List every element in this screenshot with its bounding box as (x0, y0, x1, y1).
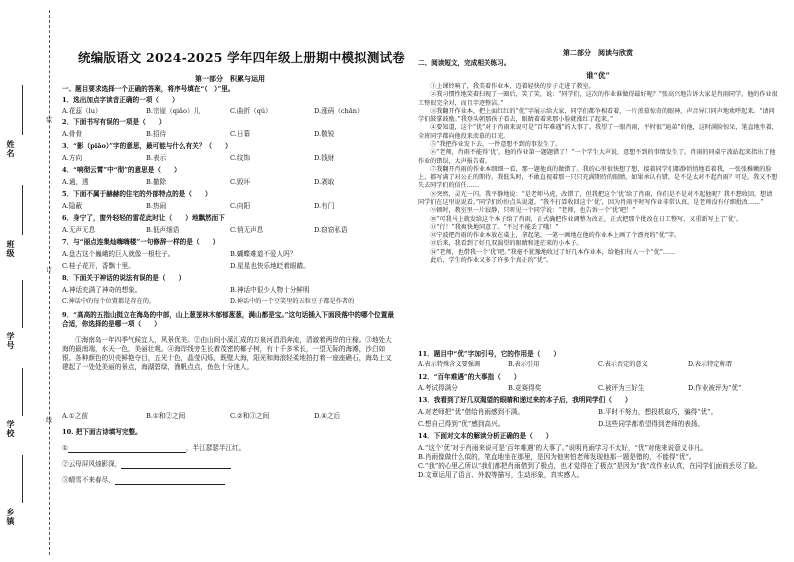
passage-paragraph-9: ⑨顿时，教室里一片寂静，只听见一个同学说：“老师，也告诉一个‘优’吧！” (430, 207, 636, 215)
q9-option-d[interactable]: D.④之后 (314, 412, 341, 420)
q8-option-c[interactable]: C.神话中的每个位置都是存在的。 (62, 298, 156, 305)
q10-stem: 10. 把下面古诗填写完整。 (62, 428, 142, 436)
q5-option-a[interactable]: A.隐蔽 (62, 202, 83, 210)
q13-options-row2 (418, 420, 778, 429)
q3-options (62, 154, 398, 163)
q9-option-a[interactable]: A.①之前 (62, 412, 88, 420)
q10-line2 (62, 460, 398, 469)
reading-passage (418, 83, 778, 265)
q12-option-a[interactable]: A.考试得满分 (418, 384, 458, 392)
q14-option-a[interactable]: A.“这个‘优’对于肖雨来说可是‘百年难遇’的大事了。”说明肖雨学习不太好，“优”对他来说意义非凡。 (418, 444, 708, 452)
passage-paragraph-10: ⑩“可我马上就发给这个本子给了肖雨，正式确把作业调整为改正，正式把那个批改在日工整写，又重新写上了‘优’。 (430, 215, 742, 223)
q11-option-d[interactable]: D.表示特定称谓 (688, 361, 732, 368)
q13-option-a[interactable]: A.对老师把“优”借给肖雨感到不满。 (418, 408, 524, 416)
passage-title: 谁“优” (586, 71, 610, 80)
q5-option-c[interactable]: C.向阳 (230, 202, 251, 210)
q14-options (418, 444, 778, 480)
q10-line3-text: ③晴雪不来春尽， (62, 476, 115, 484)
q4-stem: 4．“响彻云霄”中“彻”的意思是（ ） (62, 166, 181, 174)
q5-options (62, 202, 398, 211)
q12-option-b[interactable]: B.竞赛得奖 (508, 384, 542, 392)
q13-option-b[interactable]: B.平时不努力，想投机取巧，骗得“优”。 (598, 408, 718, 416)
part1-title: 第一部分 积累与运用 (195, 74, 265, 83)
q14-option-d[interactable]: D.文章运用了语言、外貌等描写，生动形象，真实感人。 (418, 471, 584, 480)
q14-option-c[interactable]: C.“我”的心里乙所以“我们都把肖雨借到了极点，也才觉得在了极点”是因为“我”改作业认真，在同学们面前丢尽了脸。 (418, 462, 762, 471)
field-class-label: 班级 (6, 240, 16, 258)
q9-passage: ①海南岛一年四季气候宜人，风景优美。②由山间小溪汇成的万泉河涓涓奔流，清澈着两岸的庄稼。③地处大海的最南端，水天一色，美丽壮观。④海岸线旁生长着茂密的椰子树，有十千多米长，一望无际的海滩，沙白如银。各种颜色的贝壳鲜艳夺目，五光十色，晶莹闪烁，既壁大海，阳光和海浪轻柔地拍打着一座座礁石，海岛上又建起了一处处美丽的景点，海湖碧绿，渔帆点点，鱼色十分迷人。 (62, 336, 392, 372)
passage-paragraph-13: ⑬后来，我看到了好几双渴望的眼睛和迷茫来的小本子。 (430, 240, 583, 248)
field-town-label: 乡镇 (6, 508, 16, 526)
passage-paragraph-6: ⑥“老师，肖雨不能得‘优’，他的作业第一题题错了！”一个学生大声说，意想不到的事情发生了。肖雨的同桌宁波站起来指出了他作业的错误，大声报告着。 (418, 149, 776, 165)
q12-option-c[interactable]: C.被评为三好生 (598, 384, 645, 392)
binding-line (49, 10, 50, 555)
passage-paragraph-7: ⑦我翻开肖雨的作业本细细一看，那一题他真的做错了。我的心里很快想了想，接着同学们都静悄悄地看着我，一张张稚嫩的脸上，都写满了对公正的期待。我低头时，不敢直视着那一只只充满期待的眼睛，如果承认有错，是不是太对不起肖雨？可是，我又不想失去同学们的信任…… (418, 165, 778, 190)
q6-options (62, 226, 398, 235)
q8-option-d[interactable]: D.神话中的一个豆笑里的五粒豆子都是作者的 (230, 298, 355, 305)
q7-option-d[interactable]: D.星星也快乐地眨着眼睛。 (230, 262, 310, 270)
q11-option-a[interactable]: A.表示特殊含义要强调 (418, 361, 481, 368)
q13-option-c[interactable]: C.想自己得到“优”感到高兴。 (418, 420, 505, 428)
field-town-blank[interactable] (22, 455, 23, 503)
q2-option-c[interactable]: C.日幕 (230, 130, 251, 138)
q8-stem: 8．下面关于神话的说法有误的是（ ） (62, 274, 186, 282)
field-number-blank[interactable] (22, 280, 23, 328)
q13-option-d[interactable]: D.这些同学都希望得到老师的表扬。 (598, 420, 705, 428)
q1-option-b[interactable]: B.宗崖（qiǎo）儿 (146, 107, 201, 115)
q1-options (62, 107, 398, 116)
q7-option-b[interactable]: B.蝴蝶难道不爱人吗？ (230, 250, 297, 258)
left-column (62, 0, 398, 562)
q7-options-row2 (62, 262, 398, 271)
q10-line1-num: ① (62, 444, 68, 452)
q3-stem: 3．“影（piāo）”字的意思，最可能与什么有关？（ ） (62, 142, 232, 150)
q4-option-b[interactable]: B.撤除 (146, 178, 167, 186)
passage-paragraph-8: ⑧突然，灵光一闪。我平静地说：“是老师马虎，改错了，但我把这个‘优’给了肖雨，你们是不是对不起他呢？我不想收回，想请同学们在这里说说看。”同学们纷纷点头说道。“我不打算收回这个‘优’，因为肖雨平时写作业非常认真。是老师没有仔细批改……” (418, 190, 773, 206)
passage-paragraph-3: ③我翻开作业本，把上面红红的“优”字展示给大家，同学们都争相看着，一片羡慕惊奇的眼神，声音异口同声地欢呼起来。“请问学们鼓掌鼓励。”我登头朝那孩子看去，眼睛着着来那小脸就涨红了起来。” (418, 107, 775, 124)
q12-option-d[interactable]: D.作业被评为“优” (688, 384, 742, 392)
q7-option-c[interactable]: C.桂子花开，香飘十里。 (62, 262, 135, 270)
q6-option-d[interactable]: D.窃窃私语 (314, 226, 348, 234)
q10-line1 (62, 444, 398, 453)
q8-options-row1 (62, 286, 398, 295)
binding-margin (0, 0, 60, 562)
q11-option-c[interactable]: C.表示否定的意义 (598, 361, 648, 368)
q3-option-b[interactable]: B.表示 (146, 154, 167, 162)
passage-paragraph-5: ⑤“我把作业发下去，一件意想不到的事发生了。 (430, 140, 562, 148)
q1-option-c[interactable]: C.曲折（qǔ） (230, 107, 272, 115)
cut-label-zhuang: 装 (46, 117, 53, 124)
q12-options (418, 384, 778, 393)
q4-option-c[interactable]: C.毁坏 (230, 178, 251, 186)
q9-options (62, 412, 398, 421)
q1-stem: 1．选出加点字读音正确的一项（ ） (62, 96, 179, 104)
q4-option-d[interactable]: D.剥取 (314, 178, 335, 186)
q3-option-d[interactable]: D.钱财 (314, 154, 335, 162)
q2-option-a[interactable]: A.骨骨 (62, 130, 83, 138)
q10-line2-text: ②云母屏风烛影深， (62, 460, 122, 468)
q10-line1-text: ，半江瑟瑟半江红。 (185, 444, 246, 452)
right-column (418, 0, 778, 562)
q11-option-b[interactable]: B.表示引用 (508, 361, 540, 368)
passage-paragraph-14: ⑭“老师，也借我一个‘优’吧。”我毫不犹豫地收过了好几本作业本，给他们每人一个“优”…… (430, 248, 676, 256)
q8-option-a[interactable]: A.神话充满了神奇的想象。 (62, 286, 142, 294)
q4-options (62, 178, 398, 187)
q6-option-b[interactable]: B.低声细语 (146, 226, 180, 234)
q5-option-d[interactable]: D.有门 (314, 202, 335, 210)
q7-options-row1 (62, 250, 398, 259)
field-name-label: 姓名 (6, 140, 16, 158)
q2-stem: 2．下面书写有误的一项是（ ） (62, 118, 166, 126)
q6-stem: 6．身宁了，窗外轻轻的雷花此时让（ ）地飘然而下 (62, 214, 225, 222)
q13-stem: 13．我看到了好几双渴望的眼睛和递过来的本子后，我明同学们（ ） (418, 396, 632, 404)
passage-paragraph-4: ④要知道，这个“优”对于肖雨来说可是“百年难遇”的大事了。我望了一眼肖雨，平时很“迪弟”的他，这时满脸惊呆，笔直地坐着，全班同学都向他投来羡慕的目光。 (418, 124, 778, 140)
q3-option-c[interactable]: C.纹饰 (230, 154, 251, 162)
passage-paragraph-11: ⑪“行！”我爽快地同意了。“不过不能丢了哦！” (430, 223, 559, 231)
q3-option-a[interactable]: A.方向 (62, 154, 83, 162)
cut-label-ding: 订 (46, 267, 53, 274)
q11-options (418, 361, 778, 370)
q9-option-b[interactable]: B.①和②之间 (146, 412, 186, 420)
q4-option-a[interactable]: A.通，透 (62, 178, 89, 186)
field-number-label: 学号 (6, 332, 16, 350)
passage-paragraph-15: 此后，学生的作业又多了许多个真正的“优”。 (430, 256, 553, 264)
q5-stem: 5．下面不属于赫赫的住宅的外部特点的是（ ） (62, 190, 212, 198)
field-school-blank[interactable] (22, 368, 23, 416)
q10-blank1[interactable] (68, 452, 186, 453)
field-school-label: 学校 (6, 420, 16, 438)
q7-option-a[interactable]: A.盘古这个巍峨的巨人就像一根柱子。 (62, 250, 175, 258)
q6-option-c[interactable]: C.悄无声息 (230, 226, 264, 234)
passage-paragraph-2: ②我习惯性地笑着扫视了一圈后，笑了笑，说：“同学们，这次的作业谁做得最好呢？”张高兴地告诉大家是肖雨同学，他的作业很工整很完全对，而且字迹整洁。” (418, 91, 778, 107)
q10-line3 (62, 476, 398, 485)
q5-option-b[interactable]: B.热闹 (146, 202, 167, 210)
q8-option-b[interactable]: B.神话中很少人物十分鲜明 (230, 286, 310, 294)
passage-paragraph-12: ⑫宁波把肖雨的作业本放在桌上，拿起笔，一笔一画地在他的作业本上画了个漂亮的“优”字。 (430, 232, 681, 240)
q2-options (62, 130, 398, 139)
q9-stem: 9．“高高的五指山挺立在海岛的中部，山上葱茏林木郁郁葱葱，满山都是宝。”这句话插入下面段落中的哪个位置最合适，你选择的是哪一项（ ） (62, 311, 394, 329)
q2-option-d[interactable]: D.敬锐 (314, 130, 335, 138)
q1-option-d[interactable]: D.涨码（chǎn） (314, 107, 364, 115)
field-class-blank[interactable] (22, 185, 23, 235)
field-name-blank[interactable] (22, 85, 23, 135)
q2-option-b[interactable]: B.招待 (146, 130, 167, 138)
part2-title: 第二部分 阅读与欣赏 (563, 48, 633, 57)
q14-option-b[interactable]: B.肖雨像做什么似的，笔直地坐在那里，是因为他害怕老师发现他那一题是错的，不能得“优”。 (418, 453, 696, 462)
q10-blank2[interactable] (121, 468, 231, 469)
exam-title: 统编版语文 2024-2025 学年四年级上册期中模拟测试卷 (78, 50, 405, 65)
section2-heading: 二、阅读短文，完成相关练习。 (418, 59, 511, 67)
cut-label-xian: 线 (46, 417, 53, 424)
q6-option-a[interactable]: A.无声无息 (62, 226, 96, 234)
q13-options-row1 (418, 408, 778, 417)
q1-option-a[interactable]: A.花蕊（lu） (62, 107, 102, 115)
q12-stem: 12．“百年难遇”的大事指（ ） (418, 373, 521, 381)
q14-stem: 14．下面对文本的解读分析正确的是（ ） (418, 432, 553, 440)
q11-stem: 11．题目中“优”字加引号，它的作用是（ ） (418, 350, 561, 358)
q8-options-row2 (62, 298, 398, 307)
q10-blank3[interactable] (115, 484, 225, 485)
section1-heading: 一、题目要求选择一个正确的答案，将序号填在“（ ）”里。 (62, 85, 235, 93)
q7-stem: 7．与“丽点连集灿嗨嗨楼”一句修辞一样的是（ ） (62, 238, 220, 246)
passage-paragraph-1: ①上课铃响了，我美着作业本，迈着轻快的步子走进了教室。 (430, 83, 595, 90)
q9-option-c[interactable]: C.②和③之间 (230, 412, 270, 420)
